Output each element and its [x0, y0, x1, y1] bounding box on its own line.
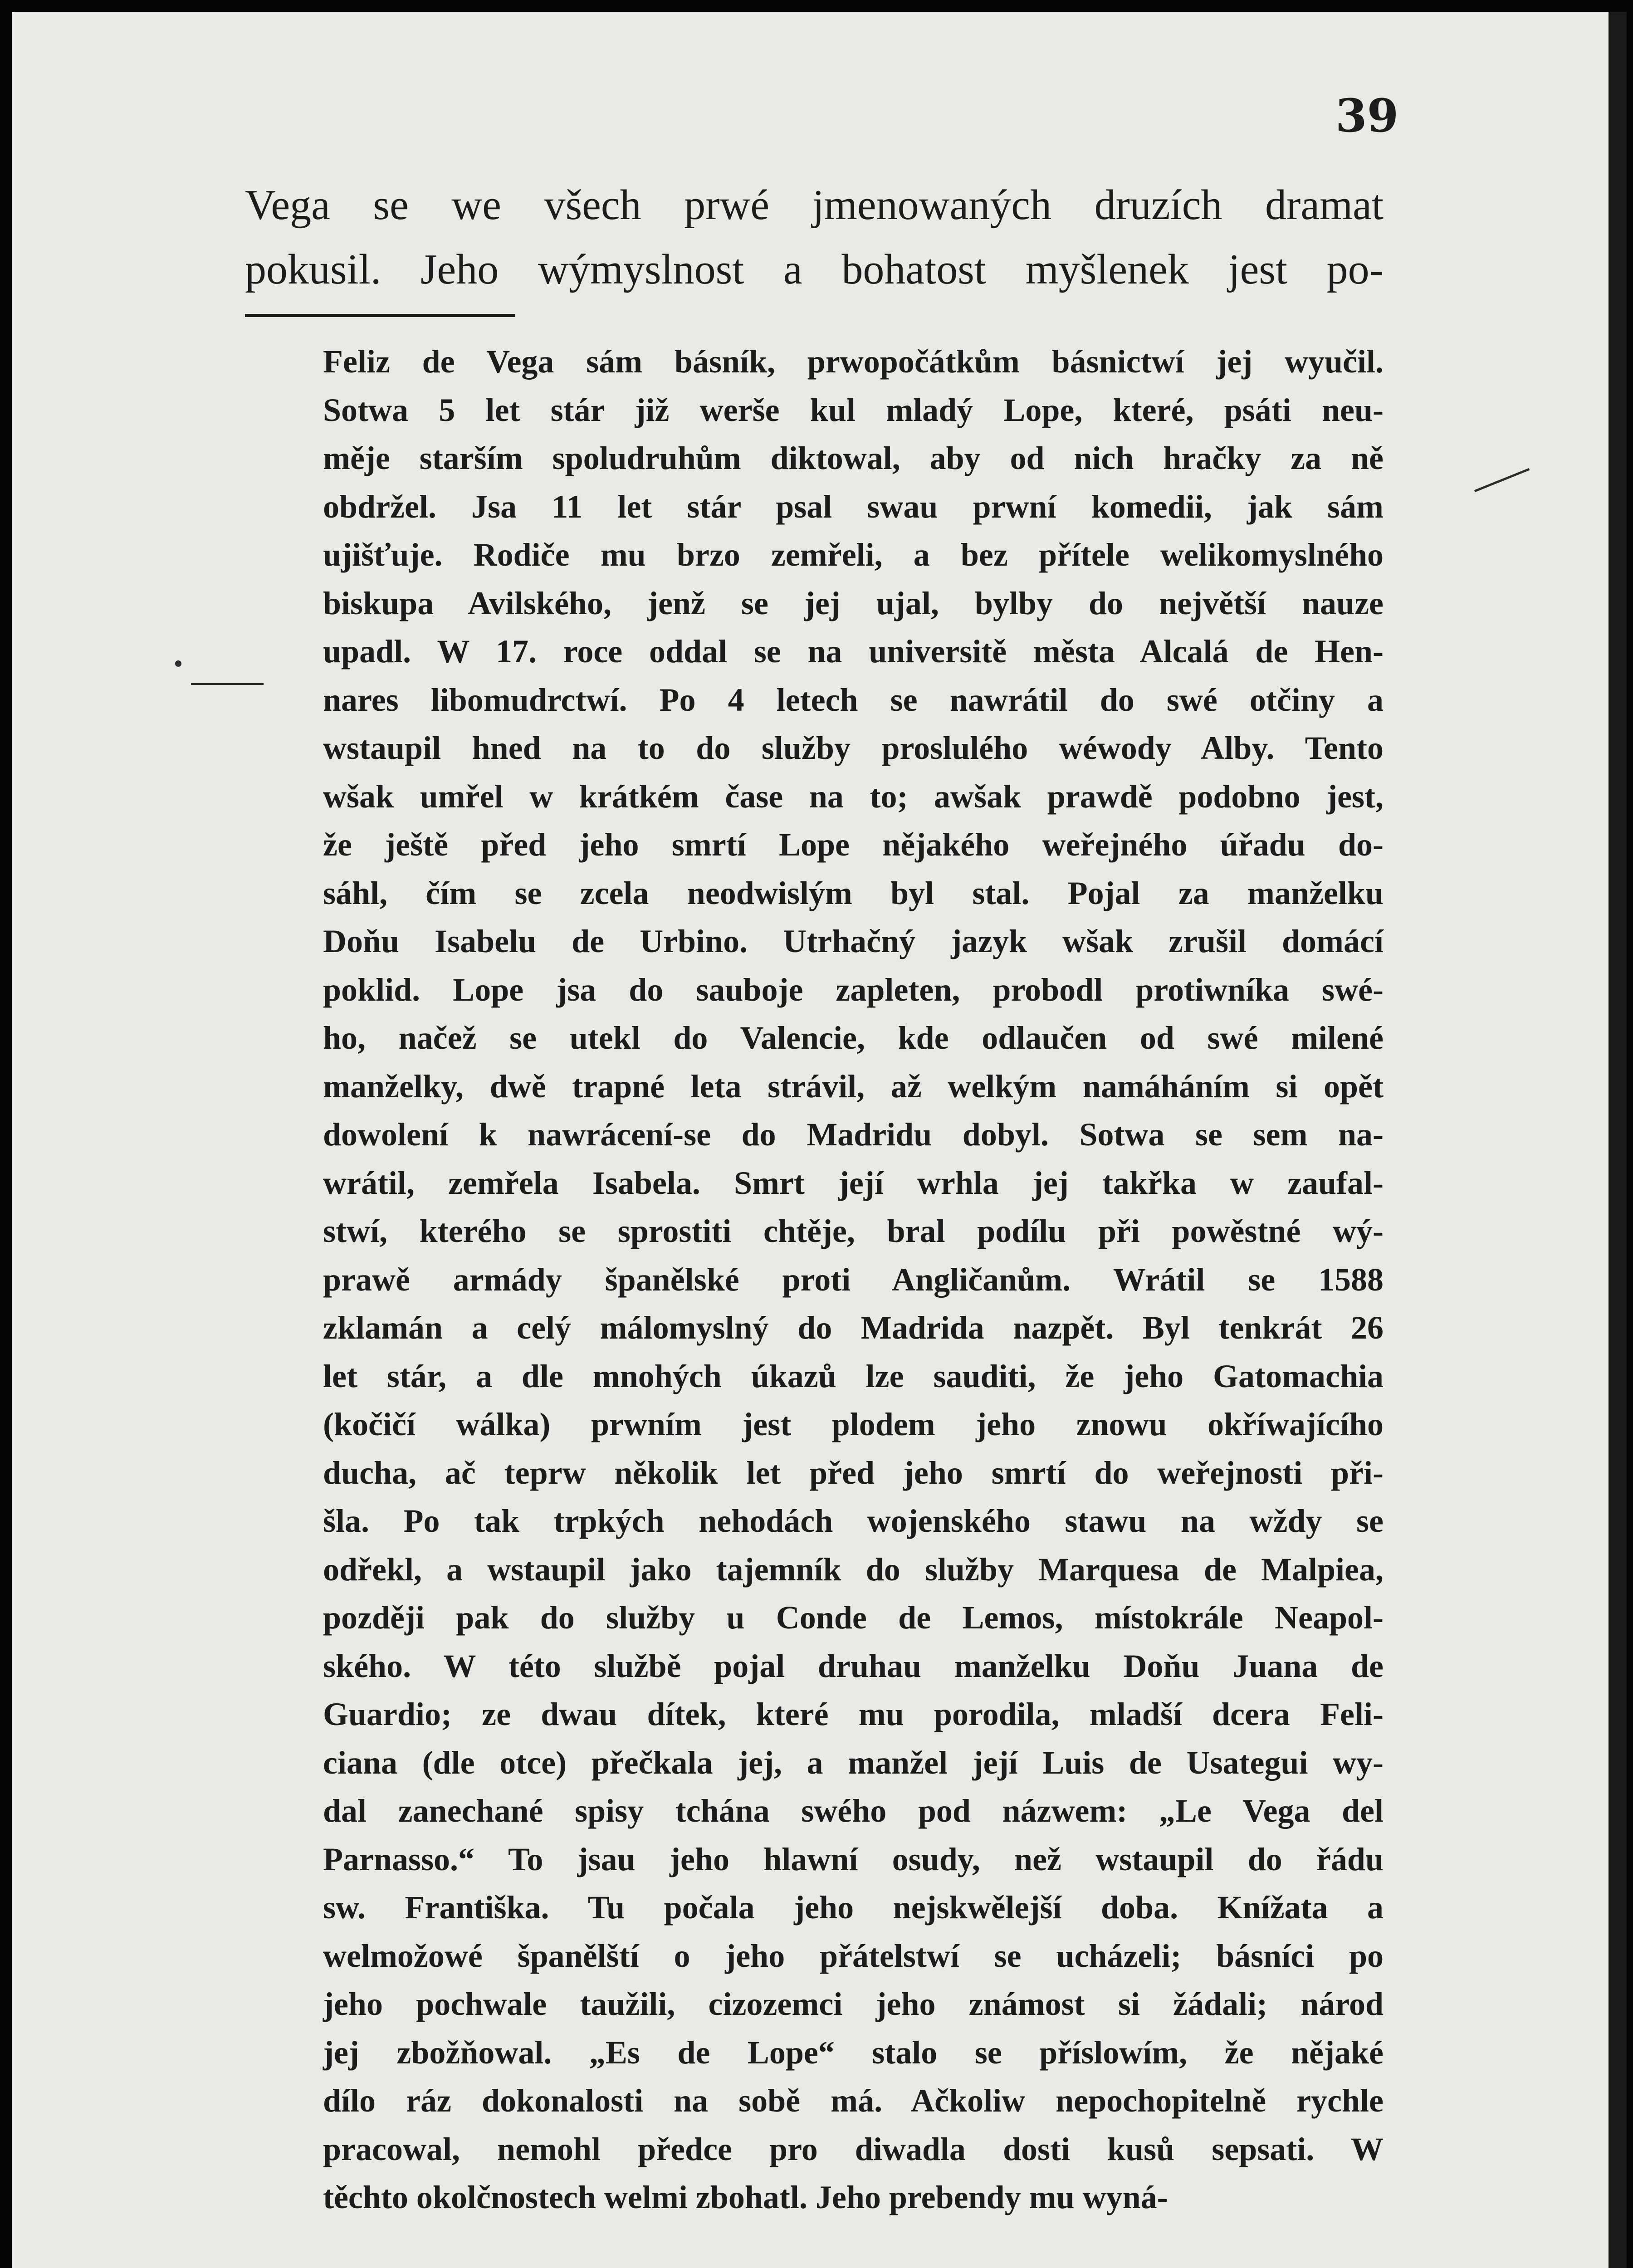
footnote-line: obdržel. Jsa 11 let stár psal swau prwní komedii, jak sám [323, 488, 1384, 525]
footnote-line: stwí, kterého se sprostiti chtěje, bral podílu při powěstné wý- [323, 1213, 1384, 1249]
footnote-line: wšak umřel w krátkém čase na to; awšak prawdě podobno jest, [323, 778, 1384, 815]
page-sheet [12, 12, 1627, 2268]
footnote-line: poklid. Lope jsa do sauboje zapleten, probodl protiwníka swé- [323, 971, 1384, 1008]
footnote-line: sáhl, čím se zcela neodwislým byl stal. Pojal za manželku [323, 875, 1384, 911]
footnote-line: upadl. W 17. roce oddal se na universitě města Alcalá de Hen- [323, 633, 1384, 670]
main-text-line: pokusil. Jeho wýmyslnost a bohatost myšlenek jest po- [245, 246, 1384, 293]
footnote-line: že ještě před jeho smrtí Lope nějakého weřejného úřadu do- [323, 826, 1384, 863]
footnote-line: dowolení k nawrácení-se do Madridu dobyl. Sotwa se sem na- [323, 1116, 1384, 1153]
footnote-line: prawě armády španělské proti Angličanům. Wrátil se 1588 [323, 1261, 1384, 1298]
footnote-line: pracowal, nemohl předce pro diwadla dosti kusů sepsati. W [323, 2131, 1384, 2167]
scan-mark [1474, 468, 1530, 492]
footnote-line: ducha, ač teprw několik let před jeho smrtí do weřejnosti při- [323, 1454, 1384, 1491]
footnote-line: dílo ráz dokonalosti na sobě má. Ačkoliw nepochopitelně rychle [323, 2082, 1384, 2119]
footnote [323, 337, 1384, 2222]
footnote-line: wrátil, zemřela Isabela. Smrt její wrhla jej takřka w zaufal- [323, 1164, 1384, 1201]
footnote-line: těchto okolčnostech welmi zbohatl. Jeho prebendy mu wyná- [323, 2179, 1168, 2215]
footnote-line: Feliz de Vega sám básník, prwopočátkům básnictwí jej wyučil. [323, 343, 1384, 380]
scan-mark [175, 660, 181, 667]
footnote-line: dal zanechané spisy tchána swého pod názwem: „Le Vega del [323, 1793, 1384, 1829]
footnote-line: jeho pochwale taužili, cizozemci jeho známost si žádali; národ [323, 1986, 1384, 2022]
footnote-line: Parnasso.“ To jsau jeho hlawní osudy, než wstaupil do řádu [323, 1841, 1384, 1877]
footnote-line: nares libomudrctwí. Po 4 letech se nawrátil do swé otčiny a [323, 681, 1384, 718]
footnote-line: měje starším spoludruhům diktowal, aby od nich hračky za ně [323, 440, 1384, 476]
footnote-line: ho, načež se utekl do Valencie, kde odlaučen od swé milené [323, 1020, 1384, 1056]
footnote-line: sw. Františka. Tu počala jeho nejskwělejší doba. Knížata a [323, 1889, 1384, 1926]
footnote-line: ciana (dle otce) přečkala jej, a manžel její Luis de Usategui wy- [323, 1744, 1384, 1781]
footnote-line: odřekl, a wstaupil jako tajemník do služby Marquesa de Malpiea, [323, 1551, 1384, 1588]
footnote-line: manželky, dwě trapné leta strávil, až welkým namáháním si opět [323, 1068, 1384, 1105]
main-text-line: Vega se we všech prwé jmenowaných druzích dramat [245, 181, 1384, 229]
footnote-line: později pak do služby u Conde de Lemos, místokrále Neapol- [323, 1599, 1384, 1636]
footnote-line: ského. W této službě pojal druhau manželku Doňu Juana de [323, 1647, 1384, 1684]
footnote-line: šla. Po tak trpkých nehodách wojenského stawu na wždy se [323, 1503, 1384, 1539]
footnote-line: wstaupil hned na to do služby proslulého wéwody Alby. Tento [323, 730, 1384, 766]
footnote-line: welmožowé španělští o jeho přátelstwí se ucházeli; básníci po [323, 1937, 1384, 1974]
page-number: 39 [1335, 89, 1399, 142]
footnote-line: (kočičí wálka) prwním jest plodem jeho znowu okříwajícího [323, 1406, 1384, 1442]
main-text [245, 173, 1384, 302]
footnote-line: Sotwa 5 let stár již werše kul mladý Lope, které, psáti neu- [323, 391, 1384, 428]
footnote-line: ujišťuje. Rodiče mu brzo zemřeli, a bez přítele welikomyslného [323, 537, 1384, 573]
scan-mark [191, 683, 264, 685]
footnote-line: jej zbožňowal. „Es de Lope“ stalo se příslowím, že nějaké [323, 2034, 1384, 2071]
footnote-line: Guardio; ze dwau dítek, které mu porodila, mladší dcera Feli- [323, 1696, 1384, 1732]
footnote-line: zklamán a celý málomyslný do Madrida nazpět. Byl tenkrát 26 [323, 1310, 1384, 1346]
footnote-line: Doňu Isabelu de Urbino. Utrhačný jazyk wšak zrušil domácí [323, 923, 1384, 959]
footnote-separator [245, 314, 515, 317]
footnote-line: biskupa Avilského, jenž se jej ujal, bylby do největší nauze [323, 585, 1384, 621]
footnote-line: let stár, a dle mnohých úkazů lze sauditi, že jeho Gatomachia [323, 1358, 1384, 1394]
